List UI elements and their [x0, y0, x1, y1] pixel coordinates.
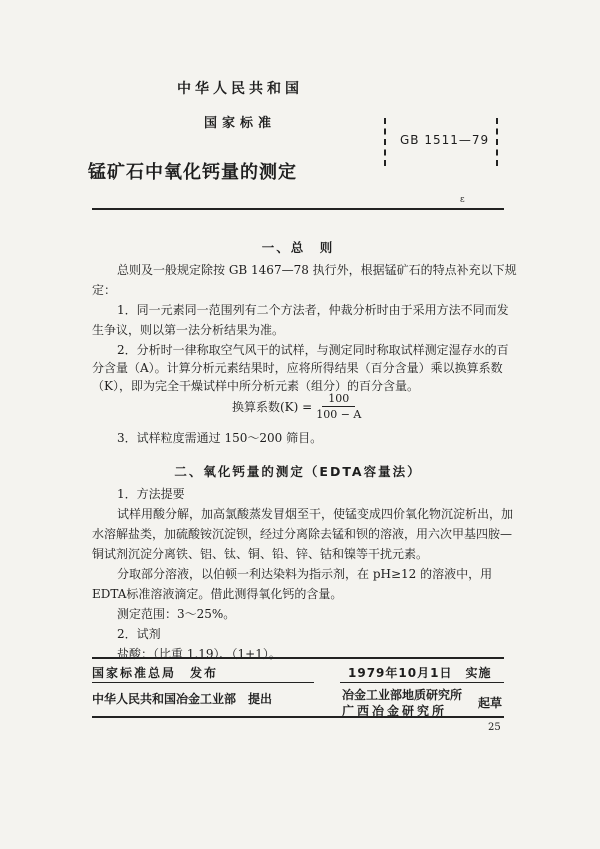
formula-denominator: 100 − A: [316, 408, 362, 421]
s2-line-1: 试样用酸分解，加高氯酸蒸发冒烟至干，使锰变成四价氧化物沉淀析出，加: [117, 507, 514, 521]
s2-line-5: EDTA标准溶液滴定。借此测得氧化钙的含量。: [92, 587, 343, 601]
conversion-formula: [232, 392, 361, 421]
s2-reagent: 盐酸：（比重 1.19）、（1+1）。: [117, 647, 281, 661]
s2-sub-2: 2．试剂: [117, 627, 161, 641]
s2-line-3: 铜试剂沉淀分离铁、铝、钛、铜、铅、锌、钴和镍等干扰元素。: [92, 547, 429, 561]
formula-fraction: [316, 392, 361, 421]
s2-sub-1: 1．方法提要: [117, 487, 185, 501]
footer-drafter-2: 广西冶金研究所: [342, 704, 448, 718]
footer-proposer: 中华人民共和国冶金工业部 提出: [92, 692, 273, 706]
standard-code-box: [384, 118, 498, 166]
s2-line-6: 测定范围：3～25%。: [117, 607, 236, 621]
standard-code: GB 1511—79: [400, 133, 490, 147]
page-number: 25: [488, 722, 501, 733]
footer-rule-mid-left: [92, 682, 314, 683]
formula-label: 换算系数(K) =: [232, 400, 313, 414]
footer-date: 1979年10月1日 实施: [348, 666, 492, 680]
s1-line-8: 3．试样粒度需通过 150～200 筛目。: [117, 431, 323, 445]
document-title: 锰矿石中氧化钙量的测定: [88, 162, 297, 183]
footer-drafter-1: 冶金工业部地质研究所: [342, 688, 463, 702]
s1-line-6: 分含量（A）。计算分析元素结果时，应将所得结果（百分含量）乘以换算系数: [92, 361, 503, 375]
section2-heading: 二、氧化钙量的测定（EDTA容量法）: [174, 464, 422, 479]
standard-type: 国家标准: [203, 116, 276, 131]
s2-line-4: 分取部分溶液，以伯顿一利达染料为指示剂，在 pH≥12 的溶液中，用: [117, 567, 493, 581]
formula-numerator: 100: [322, 392, 355, 407]
s1-line-3: 1．同一元素同一范围列有二个方法者，仲裁分析时由于采用方法不同而发: [117, 303, 509, 317]
s1-line-4: 生争议，则以第一法分析结果为准。: [92, 323, 285, 337]
section1-heading: 一、总 则: [261, 240, 335, 255]
s1-line-1: 总则及一般规定除按 GB 1467—78 执行外，根据锰矿石的特点补充以下规: [117, 263, 517, 277]
s1-line-2: 定：: [92, 283, 117, 297]
speck-mark: ɛ: [460, 195, 465, 205]
country-name: 中华人民共和国: [177, 81, 303, 97]
footer-draft-label: 起草: [478, 696, 503, 710]
s1-line-5: 2．分析时一律称取空气风干的试样，与测定同时称取试样测定湿存水的百: [117, 343, 509, 357]
footer-rule-top: [92, 657, 504, 659]
footer-issuer: 国家标准总局 发布: [92, 666, 219, 680]
footer-rule-bottom: [92, 716, 504, 718]
s2-line-2: 水溶解盐类，加硫酸铵沉淀钡，经过分离除去锰和钡的溶液，用六次甲基四胺—: [92, 527, 513, 541]
header-rule: [92, 208, 504, 210]
footer-rule-mid-right: [340, 682, 504, 683]
s1-line-7: （K），即为完全干燥试样中所分析元素（组分）的百分含量。: [92, 379, 419, 393]
